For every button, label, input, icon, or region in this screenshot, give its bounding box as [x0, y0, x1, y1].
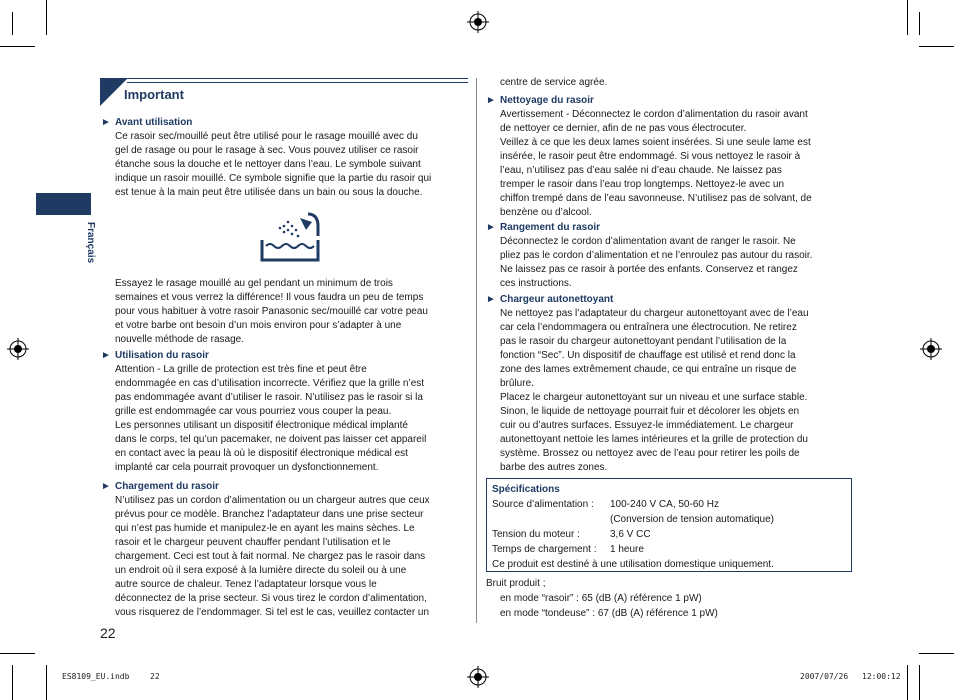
text-line: Essayez le rasage mouillé au gel pendant un minimum de trois: [115, 278, 393, 289]
text-line: prévus pour ce modèle. Branchez l’adaptateur dans une prise secteur: [115, 509, 424, 520]
spec-row: [492, 512, 846, 527]
section-heading: Chargeur autonettoyant: [500, 294, 614, 305]
noise-title: Bruit produit ;: [486, 578, 546, 589]
crop-mark: [46, 665, 47, 700]
text-line: pas le rasoir du chargeur autonettoyant pendant l’utilisation de la: [500, 336, 787, 347]
text-line: dans le corps, tel qu’un pacemaker, ne doivent pas laisser cet appareil: [115, 434, 427, 445]
crop-mark: [0, 46, 35, 47]
crop-mark: [919, 665, 920, 700]
crop-mark: [46, 0, 47, 35]
section-heading: Utilisation du rasoir: [115, 350, 209, 361]
section-avant-utilisation: [101, 116, 467, 200]
text-line: centre de service agrée.: [500, 77, 608, 88]
spec-note: Ce produit est destiné à une utilisation domestique uniquement.: [492, 559, 774, 570]
text-line: nouvelle méthode de rasage.: [115, 334, 244, 345]
section-heading: Chargement du rasoir: [115, 481, 219, 492]
text-line: indique un rasoir mouillé. Ce symbole signifie que la partie du rasoir qui: [115, 173, 432, 184]
text-line: étanche sous la douche et le nettoyer dans l’eau. Le symbole suivant: [115, 159, 421, 170]
text-line: Avertissement - Déconnectez le cordon d’alimentation du rasoir avant: [500, 109, 808, 120]
text-line: Les personnes utilisant un dispositif électronique médical implanté: [115, 420, 408, 431]
text-line: ces instructions.: [500, 278, 572, 289]
spec-value: 3,6 V CC: [610, 529, 651, 540]
text-line: tremper le rasoir dans l’eau trop longtemps. Nettoyez-le avec un: [500, 179, 785, 190]
text-line: chiffon trempé dans de l’eau savonneuse. N’utilisez pas de solvant, de: [500, 193, 812, 204]
text-line: car cela l’endommagera ou entraînera une électrocution. Ne retirez: [500, 322, 797, 333]
section-chargeur-autonettoyant: [486, 293, 852, 475]
section-rangement: [486, 221, 852, 291]
text-line: semaines et vous verrez la différence! Il vous faudra un peu de temps: [115, 292, 424, 303]
footer-date: 2007/07/26: [800, 672, 849, 681]
header-rule: [127, 78, 468, 79]
text-line: autre source de chaleur. Tenez l’adaptateur lorsque vous le: [115, 579, 377, 590]
text-line: pas endommagée avant d’utiliser le rasoir. N’utilisez pas le rasoir si la: [115, 392, 423, 403]
spec-row: [492, 542, 846, 557]
bullet-arrow-icon: ►: [486, 294, 496, 305]
section-heading: Avant utilisation: [115, 117, 193, 128]
text-line: Déconnectez le cordon d’alimentation avant de ranger le rasoir. Ne: [500, 236, 796, 247]
header-rule: [127, 82, 468, 83]
text-line: grille est endommagée car vous pourriez vous couper la peau.: [115, 406, 392, 417]
crop-mark: [12, 665, 13, 700]
page-number: 22: [100, 625, 116, 641]
text-line: en contact avec la peau là où le dispositif électronique médical est: [115, 448, 408, 459]
text-line: Ce rasoir sec/mouillé peut être utilisé pour le rasage mouillé avec du: [115, 131, 418, 142]
text-line: pliez pas le cordon d’alimentation et ne l’enroulez pas autour du rasoir.: [500, 250, 813, 261]
section-utilisation: [101, 349, 467, 475]
text-line: Ne nettoyez pas l’adaptateur du chargeur autonettoyant avec de l’eau: [500, 308, 809, 319]
section-continued: [500, 76, 852, 90]
text-line: Attention - La grille de protection est très fine et peut être: [115, 364, 367, 375]
crop-mark: [907, 0, 908, 35]
registration-mark-bottom: [467, 666, 489, 688]
crop-mark: [12, 12, 13, 35]
language-tab: [36, 193, 91, 215]
registration-mark-right: [920, 338, 942, 360]
text-line: Ne laissez pas ce rasoir à portée des enfants. Conservez et rangez: [500, 264, 798, 275]
registration-mark-left: [7, 338, 29, 360]
language-label: Français: [85, 222, 96, 264]
text-line: pour vous habituer à votre rasoir Panasonic sec/mouillé car votre peau: [115, 306, 428, 317]
spec-row: [492, 527, 846, 542]
registration-mark-top: [467, 11, 489, 33]
spec-label: Temps de chargement :: [492, 544, 597, 555]
spec-label: Tension du moteur :: [492, 529, 580, 540]
footer-time: 12:00:12: [862, 672, 901, 681]
shower-bath-icon: [258, 212, 322, 269]
noise-line: en mode “rasoir” : 65 (dB (A) référence 1 pW): [500, 593, 702, 604]
text-line: brûlure.: [500, 378, 534, 389]
crop-mark: [919, 46, 954, 47]
bullet-arrow-icon: ►: [101, 481, 111, 492]
spec-label: Source d’alimentation :: [492, 499, 594, 510]
bullet-arrow-icon: ►: [486, 95, 496, 106]
section-heading: Rangement du rasoir: [500, 222, 601, 233]
spec-row: [492, 497, 846, 512]
text-line: déconnectez de la prise secteur. Si vous tirez le cordon d’alimentation,: [115, 593, 427, 604]
text-line: benzène ou d’alcool.: [500, 207, 592, 218]
specifications-title: Spécifications: [492, 484, 560, 495]
spec-value: 100-240 V CA, 50-60 Hz: [610, 499, 719, 510]
crop-mark: [0, 653, 35, 654]
crop-mark: [919, 653, 954, 654]
section-nettoyage: [486, 94, 852, 220]
text-line: est tenue à la main peut être utilisée dans un bain ou sous la douche.: [115, 187, 423, 198]
section-wet-shave-tip: [115, 277, 467, 347]
footer-page: 22: [150, 672, 160, 681]
text-line: Sinon, le liquide de nettoyage pourrait fuir et décolorer les objets en: [500, 406, 800, 417]
text-line: et votre barbe ont besoin d’un mois environ pour s’adapter à une: [115, 320, 402, 331]
text-line: rasoir et le chargeur peuvent chauffer pendant l’utilisation et le: [115, 537, 391, 548]
crop-mark: [907, 665, 908, 700]
section-heading: Nettoyage du rasoir: [500, 95, 594, 106]
text-line: Placez le chargeur autonettoyant sur un niveau et une surface stable.: [500, 392, 808, 403]
spec-value: 1 heure: [610, 544, 644, 555]
text-line: chargement. Ceci est tout à fait normal. Ne chargez pas le rasoir dans: [115, 551, 426, 562]
important-title: Important: [124, 87, 184, 102]
column-divider: [476, 78, 477, 623]
text-line: endommagée en cas d’utilisation incorrecte. Vérifiez que la grille n’est: [115, 378, 425, 389]
noise-section: [486, 576, 718, 621]
text-line: gel de rasage ou pour le rasage à sec. Vous pouvez utiliser ce rasoir: [115, 145, 419, 156]
text-line: qui n’est pas humide et manipulez-le en ayant les mains sèches. Le: [115, 523, 415, 534]
spec-label: [492, 512, 610, 527]
text-line: fonction “Sec”. Un dispositif de chauffage est utilisé et rend donc la: [500, 350, 796, 361]
text-line: insérée, le rasoir peut être endommagé. Si vous nettoyez le rasoir à: [500, 151, 801, 162]
text-line: Veillez à ce que les deux lames soient insérées. Si une seule lame est: [500, 137, 811, 148]
text-line: N’utilisez pas un cordon d’alimentation ou un chargeur autres que ceux: [115, 495, 430, 506]
text-line: zone des lames extrêmement chaude, ce qui entraîne un risque de: [500, 364, 797, 375]
text-line: de nettoyer ce dernier, afin de ne pas vous électrocuter.: [500, 123, 747, 134]
noise-line: en mode “tondeuse” : 67 (dB (A) référence 1 pW): [500, 608, 718, 619]
section-chargement: [101, 480, 467, 620]
text-line: autonettoyant nettoie les lames intérieures et la grille de protection du: [500, 434, 808, 445]
text-line: cuir ou d’autres surfaces. Essuyez-le immédiatement. Le chargeur: [500, 420, 794, 431]
bullet-arrow-icon: ►: [101, 350, 111, 361]
text-line: un endroit où il sera exposé à la lumière directe du soleil ou à une: [115, 565, 407, 576]
text-line: vous risquerez de l’endommager. Si tel est le cas, veuillez contacter un: [115, 607, 430, 618]
footer-file: ES8109_EU.indb: [62, 672, 130, 681]
bullet-arrow-icon: ►: [101, 117, 111, 128]
text-line: l’eau, n’utilisez pas d’eau salée ni d’eau chaude. Ne laissez pas: [500, 165, 782, 176]
specifications-box: [486, 478, 852, 572]
text-line: système. Brossez ou nettoyez avec de l’eau pour retirer les poils de: [500, 448, 800, 459]
text-line: implanté car cela pourrait provoquer un dysfonctionnement.: [115, 462, 379, 473]
text-line: barbe des autres zones.: [500, 462, 608, 473]
bullet-arrow-icon: ►: [486, 222, 496, 233]
crop-mark: [919, 12, 920, 35]
spec-value: (Conversion de tension automatique): [610, 514, 774, 525]
